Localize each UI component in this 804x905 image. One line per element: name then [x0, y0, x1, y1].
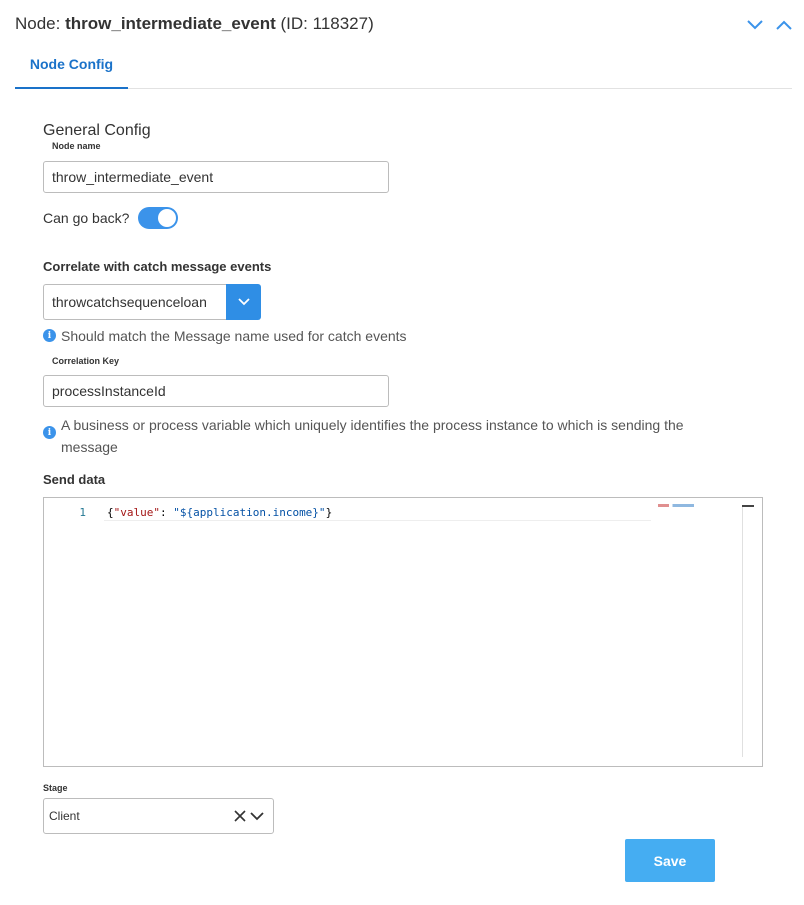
send-data-label: Send data [43, 472, 106, 487]
correlate-hint-text: Should match the Message name used for catch events [61, 328, 407, 344]
current-line-highlight [104, 520, 651, 521]
correlation-key-hint-line2: message [61, 439, 118, 455]
stage-select[interactable] [43, 798, 274, 834]
info-icon: i [43, 426, 56, 439]
chevron-down-icon [238, 298, 250, 306]
clear-icon[interactable] [233, 809, 247, 823]
tab-node-config[interactable]: Node Config [15, 40, 128, 89]
node-header-name: throw_intermediate_event [65, 14, 276, 33]
toggle-knob [158, 209, 176, 227]
line-number: 1 [79, 506, 86, 519]
code-value: "${application.income}" [173, 506, 326, 519]
tab-bar [15, 0, 792, 89]
correlate-select[interactable] [43, 284, 261, 320]
can-go-back-toggle[interactable] [138, 207, 178, 229]
correlate-select-value[interactable]: throwcatchsequenceloan [43, 284, 226, 320]
correlate-dropdown-button[interactable] [226, 284, 261, 320]
chevron-down-icon[interactable] [249, 809, 265, 823]
stage-select-value: Client [49, 809, 80, 823]
code-brace-open: { [107, 506, 114, 519]
code-brace-close: } [325, 506, 333, 519]
node-name-input[interactable]: throw_intermediate_event [43, 161, 389, 193]
send-data-editor[interactable] [43, 497, 763, 767]
code-key: "value" [113, 506, 160, 519]
correlate-label: Correlate with catch message events [43, 259, 272, 274]
editor-minimap[interactable] [658, 504, 694, 507]
editor-scrollbar[interactable] [742, 505, 743, 757]
code-colon: : [159, 506, 174, 519]
correlation-key-label: Correlation Key [52, 356, 120, 366]
code-line[interactable] [107, 506, 332, 519]
node-name-label: Node name [52, 141, 101, 151]
editor-scroll-marker [742, 505, 754, 507]
correlate-hint [43, 328, 407, 344]
node-header-prefix: Node: [15, 14, 66, 33]
save-button[interactable]: Save [625, 839, 715, 882]
correlation-key-hint-text [61, 414, 684, 458]
stage-label: Stage [43, 783, 68, 793]
info-icon: i [43, 329, 56, 342]
can-go-back-label: Can go back? [43, 210, 130, 226]
correlation-key-hint [43, 414, 743, 458]
node-header-id: (ID: 118327) [280, 14, 374, 33]
correlation-key-input[interactable]: processInstanceId [43, 375, 389, 407]
general-config-title: General Config [43, 122, 151, 139]
correlation-key-hint-line1: A business or process variable which uniquely identifies the process instance to which is sending the [61, 417, 684, 433]
